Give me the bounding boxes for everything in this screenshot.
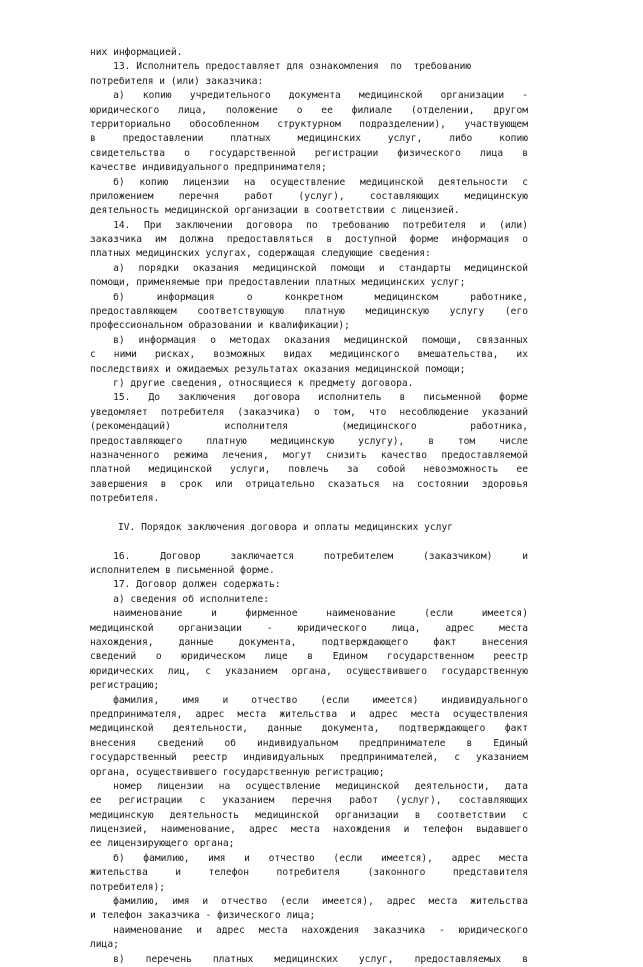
text-line: в) информация о методах оказания медицинской помощи, связанных	[113, 334, 528, 346]
text-line: б) копию лицензии на осуществление медицинской деятельности с	[113, 176, 528, 188]
text-line: медицинской деятельности, данные документа, подтверждающего факт	[90, 723, 528, 735]
text-line: исполнителем в письменной форме.	[90, 565, 275, 577]
text-line: фамилия, имя и отчество (если имеется) индивидуального	[113, 694, 528, 706]
text-line: последствиях и ожидаемых результатах оказания медицинской помощи;	[90, 363, 466, 375]
text-line: 14. При заключении договора по требованию потребителя и (или)	[113, 219, 528, 231]
text-line: уведомляет потребителя (заказчика) о том, что несоблюдение указаний	[90, 406, 528, 418]
text-line: ее регистрации с указанием перечня работ (услуг), составляющих	[90, 795, 528, 807]
text-line: номер лицензии на осуществление медицинской деятельности, дата	[113, 780, 528, 792]
text-line: б) информация о конкретном медицинском работнике,	[113, 291, 528, 303]
text-line: профессиональном образовании и квалификации);	[90, 320, 350, 332]
text-line: заказчика им должна предоставляться в доступной форме информация о	[90, 234, 528, 246]
blank-line	[90, 507, 528, 521]
text-line: 16. Договор заключается потребителем (заказчиком) и	[113, 550, 528, 562]
text-line: потребителя);	[90, 881, 166, 893]
text-line: платной медицинской услуги, повлечь за собой невозможность ее	[90, 464, 528, 476]
text-line: потребителя и (или) заказчика:	[90, 75, 264, 87]
text-line: них информацией.	[90, 47, 183, 58]
text-line: потребителя.	[90, 493, 160, 505]
text-line: нахождения, данные документа, подтверждающего факт внесения	[90, 637, 528, 649]
text-line: завершения в срок или отрицательно сказаться на состоянии здоровья	[90, 478, 528, 490]
text-line: лица;	[90, 939, 119, 951]
text-line: наименование и фирменное наименование (если имеется)	[113, 608, 528, 620]
text-line: наименование и адрес места нахождения заказчика - юридического	[113, 924, 528, 936]
text-line: в) перечень платных медицинских услуг, предоставляемых в	[113, 953, 528, 965]
text-line: с ними рисках, возможных видах медицинского вмешательства, их	[90, 349, 528, 361]
text-line: и телефон заказчика - физического лица;	[90, 910, 316, 922]
text-line: предпринимателя, адрес места жительства и адрес места осуществления	[90, 708, 528, 720]
text-line: а) сведения об исполнителе:	[90, 593, 270, 605]
text-line: предоставляющем соответствующую платную медицинскую услугу (его	[90, 306, 528, 318]
document-page	[90, 46, 528, 967]
text-line: 13. Исполнитель предоставляет для ознакомления по требованию	[90, 61, 472, 73]
text-line: сведений о юридическом лице в Едином государственном реестр	[90, 651, 528, 663]
section-heading: IV. Порядок заключения договора и оплаты медицинских услуг	[118, 521, 454, 533]
text-line: а) копию учредительного документа медицинской организации -	[113, 90, 528, 102]
text-line: платных медицинских услугах, содержащая следующие сведения:	[90, 248, 431, 260]
text-line: назначенного режима лечения, могут снизить качество предоставляемой	[90, 449, 528, 461]
text-line: жительства и телефон потребителя (законного представителя	[90, 867, 528, 879]
text-line: медицинской организации - юридического лица, адрес места	[90, 622, 528, 634]
text-line: юридических лиц, с указанием органа, осуществившего государственную	[90, 665, 528, 677]
text-line: 15. До заключения договора исполнитель в письменной форме	[113, 392, 528, 404]
text-line: территориально обособленном структурном подразделении), участвующем	[90, 118, 528, 130]
text-line: государственный реестр индивидуальных предпринимателей, с указанием	[90, 752, 528, 764]
text-line: ее лицензирующего органа;	[90, 838, 235, 850]
text-line: (рекомендаций) исполнителя (медицинского работника,	[90, 421, 528, 433]
text-line: лицензией, наименование, адрес места нахождения и телефон выдавшего	[90, 824, 528, 836]
text-line: а) порядки оказания медицинской помощи и стандарты медицинской	[113, 262, 528, 274]
text-line: медицинскую деятельность медицинской организации в соответствии с	[90, 809, 528, 821]
text-line: фамилию, имя и отчество (если имеется), адрес места жительства	[113, 896, 528, 908]
text-line: деятельность медицинской организации в соответствии с лицензией.	[90, 205, 460, 217]
text-line: г) другие сведения, относящиеся к предмету договора.	[90, 377, 414, 389]
text-line: органа, осуществившего государственную регистрацию;	[90, 766, 385, 778]
text-line: регистрацию;	[90, 680, 160, 692]
text-line: предоставляющего платную медицинскую услугу), в том числе	[90, 435, 528, 447]
text-line: свидетельства о государственной регистрации физического лица в	[90, 147, 528, 159]
text-line: 17. Договор должен содержать:	[90, 579, 281, 591]
text-line: б) фамилию, имя и отчество (если имеется), адрес места	[113, 852, 528, 864]
blank-line	[90, 535, 528, 549]
text-line: качестве индивидуального предпринимателя;	[90, 162, 327, 174]
text-line: в предоставлении платных медицинских услуг, либо копию	[90, 133, 528, 145]
text-line: юридического лица, положение о ее филиале (отделении, другом	[90, 104, 528, 116]
text-line: внесения сведений об индивидуальном предпринимателе в Единый	[90, 737, 528, 749]
text-line: помощи, применяемые при предоставлении платных медицинских услуг;	[90, 277, 466, 289]
text-line: приложением перечня работ (услуг), составляющих медицинскую	[90, 190, 528, 202]
